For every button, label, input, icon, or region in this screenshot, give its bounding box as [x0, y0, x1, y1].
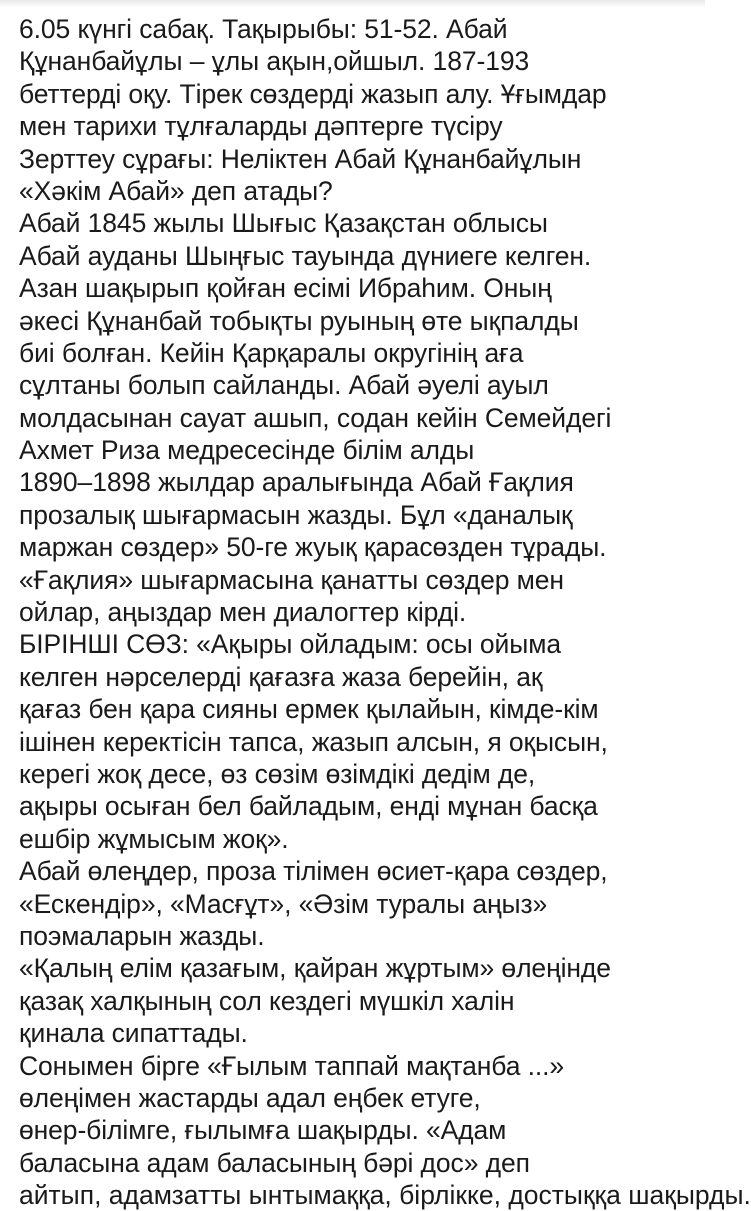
text-line: Ахмет Риза медресесінде білім алды: [19, 435, 475, 466]
text-line: Абай өлеңдер, проза тілімен өсиет-қара сөздер,: [19, 856, 608, 887]
text-line: «Қалың елім қазағым, қайран жұртым» өлеңінде: [19, 953, 611, 984]
text-line: қинала сипаттады.: [19, 1018, 248, 1049]
cut-off-text-line: [19, 1179, 751, 1211]
text-line: БІРІНШІ СӨЗ: «Ақыры ойладым: осы ойыма: [19, 629, 561, 660]
text-line: «Ескендір», «Масғұт», «Әзім туралы аңыз»: [19, 888, 548, 919]
cut-off-text: айтып, адамзатты ынтымаққа, бірлікке, достыққа шақырды.: [19, 1180, 751, 1211]
text-line: «Хәкім Абай» деп атады?: [19, 175, 333, 206]
text-line: Зерттеу сұрағы: Неліктен Абай Құнанбайұлын: [19, 143, 582, 174]
text-line: беттерді оқу. Тірек сөздерді жазып алу. Ұғымдар: [19, 78, 607, 109]
text-line: келген нәрселерді қағазға жаза берейін, ақ: [19, 661, 543, 692]
text-line: ойлар, аңыздар мен диалогтер кірді.: [19, 597, 467, 628]
text-line: баласына адам баласының бәрі дос» деп: [19, 1147, 530, 1178]
text-line: Сонымен бірге «Ғылым таппай мақтанба ...»: [19, 1050, 565, 1081]
text-line: керегі жоқ десе, өз сөзім өзімдікі дедім де,: [19, 758, 536, 789]
text-line: қағаз бен қара сияны ермек қылайын, кімде-кім: [19, 694, 599, 725]
text-line: қазақ халқының сол кездегі мүшкіл халін: [19, 985, 515, 1016]
text-line: әкесі Құнанбай тобықты руының өте ықпалды: [19, 305, 579, 336]
text-line: прозалық шығармасын жазды. Бұл «даналық: [19, 499, 573, 530]
text-line: Құнанбайұлы – ұлы ақын,ойшыл. 187-193: [19, 46, 530, 77]
text-line: 6.05 күнгі сабақ. Тақырыбы: 51-52. Абай: [19, 14, 508, 44]
text-line: өлеңімен жастарды адал еңбек етуге,: [19, 1082, 481, 1113]
text-line: Абай 1845 жылы Шығыс Қазақстан облысы: [19, 208, 548, 239]
text-line: маржан сөздер» 50-ге жуық қарасөзден тұрады.: [19, 532, 607, 563]
text-line: молдасынан сауат ашып, содан кейін Семейдегі: [19, 402, 612, 433]
text-line: Азан шақырып қойған есімі Ибраһим. Оның: [19, 273, 552, 304]
lesson-text-block: [19, 13, 751, 1211]
text-line: Абай ауданы Шыңғыс тауында дүниеге келген.: [19, 240, 592, 271]
text-line: ешбір жұмысым жоқ».: [19, 823, 289, 854]
text-line: мен тарихи тұлғаларды дәптерге түсіру: [19, 111, 503, 142]
text-line: поэмаларын жазды.: [19, 920, 265, 951]
text-line: биі болған. Кейін Қарқаралы округінің аға: [19, 337, 524, 368]
text-line: ақыры осыған бел байладым, енді мұнан басқа: [19, 791, 598, 822]
text-line: 1890–1898 жылдар аралығында Абай Ғақлия: [19, 467, 574, 498]
text-line: ішінен керектісін тапса, жазып алсын, я оқысын,: [19, 726, 608, 757]
text-line: өнер-білімге, ғылымға шақырды. «Адам: [19, 1115, 507, 1146]
top-edge-shadow: [0, 0, 705, 8]
text-line: сұлтаны болып сайланды. Абай әуелі ауыл: [19, 370, 549, 401]
text-line: «Ғақлия» шығармасына қанатты сөздер мен: [19, 564, 564, 595]
